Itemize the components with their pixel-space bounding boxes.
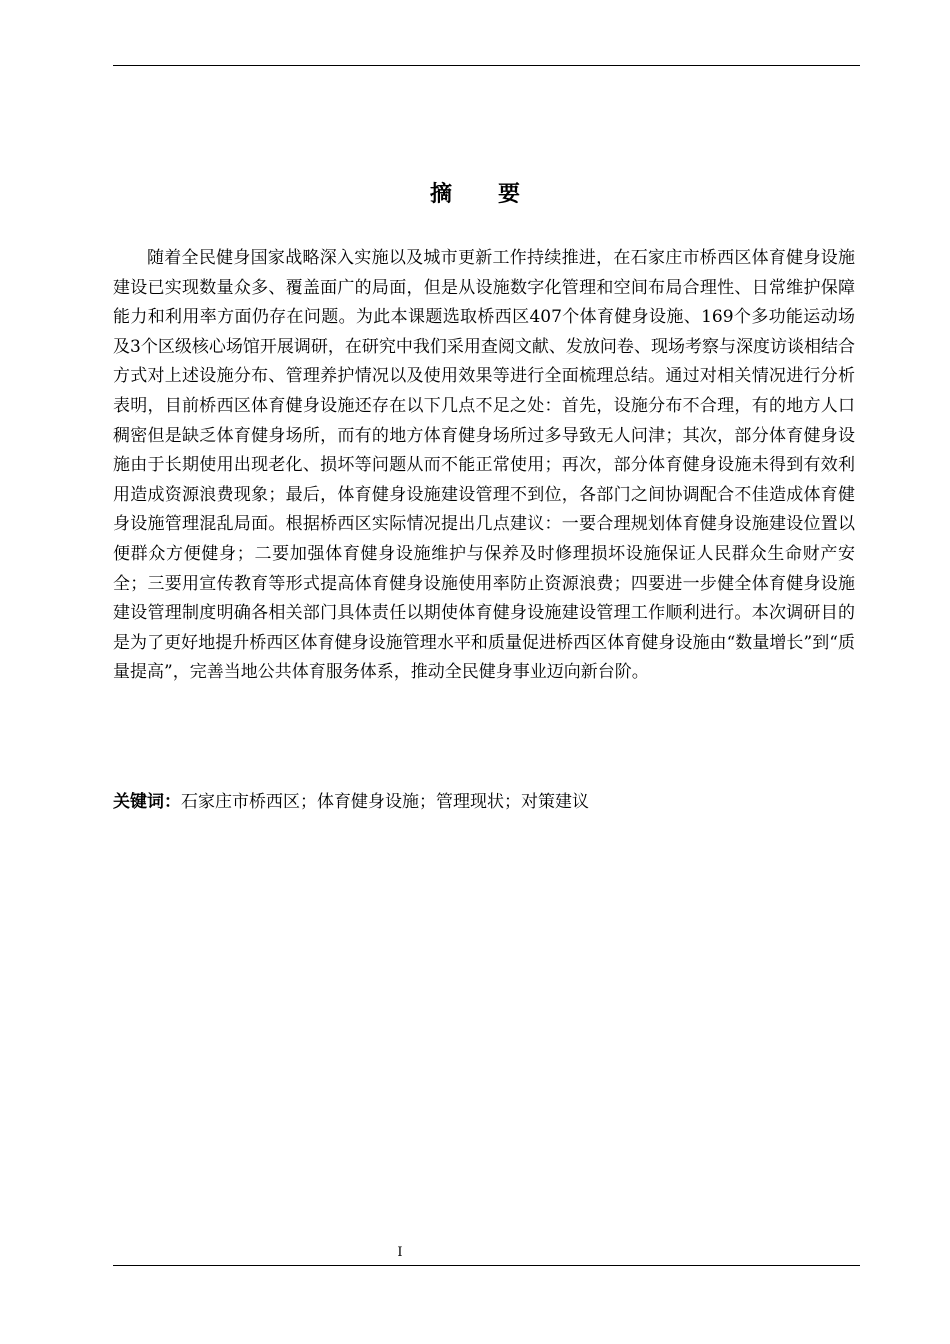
header-rule — [113, 65, 860, 66]
keywords-text: 石家庄市桥西区；体育健身设施；管理现状；对策建议 — [181, 792, 589, 812]
footer-rule — [113, 1265, 860, 1266]
abstract-body: 随着全民健身国家战略深入实施以及城市更新工作持续推进，在石家庄市桥西区体育健身设施建设已实现数量众多、覆盖面广的局面，但是从设施数字化管理和空间布局合理性、日常维护保障能力和利用率方面仍存在问题。为此本课题选取桥西区407个体育健身设施、169个多功能运动场及3个区级核心场馆开展调研，在研究中我们采用查阅文献、发放问卷、现场考察与深度访谈相结合方式对上述设施分布、管理养护情况以及使用效果等进行全面梳理总结。通过对相关情况进行分析表明，目前桥西区体育健身设施还存在以下几点不足之处：首先，设施分布不合理，有的地方人口稠密但是缺乏体育健身场所，而有的地方体育健身场所过多导致无人问津；其次，部分体育健身设施由于长期使用出现老化、损坏等问题从而不能正常使用；再次，部分体育健身设施未得到有效利用造成资源浪费现象；最后，体育健身设施建设管理不到位，各部门之间协调配合不佳造成体育健身设施管理混乱局面。根据桥西区实际情况提出几点建议：一要合理规划体育健身设施建设位置以便群众方便健身；二要加强体育健身设施维护与保养及时修理损坏设施保证人民群众生命财产安全；三要用宣传教育等形式提高体育健身设施使用率防止资源浪费；四要进一步健全体育健身设施建设管理制度明确各相关部门具体责任以期使体育健身设施建设管理工作顺利进行。本次调研目的是为了更好地提升桥西区体育健身设施管理水平和质量促进桥西区体育健身设施由“数量增长”到“质量提高”，完善当地公共体育服务体系，推动全民健身事业迈向新台阶。 — [113, 248, 855, 683]
keywords-line — [113, 788, 855, 818]
abstract-title-part2: 要 — [498, 182, 521, 207]
page-number: I — [397, 1245, 403, 1260]
abstract-title — [0, 178, 950, 212]
keywords-label: 关键词： — [113, 792, 181, 812]
abstract-title-part1: 摘 — [429, 182, 452, 207]
